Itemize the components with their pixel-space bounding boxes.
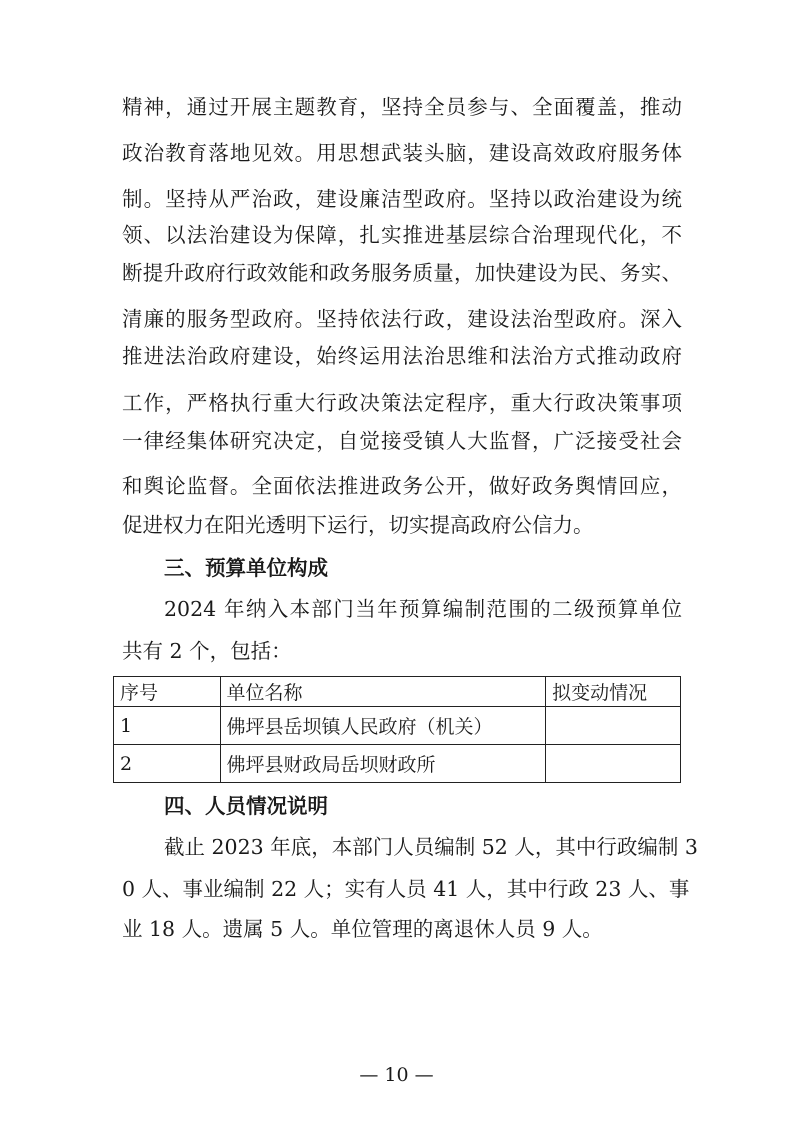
paragraph-line: 截止 2023 年底，本部门人员编制 52 人，其中行政编制 3	[164, 835, 698, 859]
table-row	[114, 745, 681, 783]
table-cell: 佛坪县财政局岳坝财政所	[220, 745, 546, 783]
paragraph-line: 促进权力在阳光透明下运行，切实提高政府公信力。	[122, 513, 594, 537]
paragraph-line: 和舆论监督。全面依法推进政务公开，做好政务舆情回应，	[122, 474, 682, 498]
paragraph-line: 0 人、事业编制 22 人；实有人员 41 人，其中行政 23 人、事	[122, 877, 690, 901]
paragraph-line: 制。坚持从严治政，建设廉洁型政府。坚持以政治建设为统	[122, 187, 682, 211]
paragraph-line: 工作，严格执行重大行政决策法定程序，重大行政决策事项	[122, 391, 682, 415]
table-cell: 2	[114, 745, 221, 783]
paragraph-line: 领、以法治建设为保障，扎实推进基层综合治理现代化，不	[122, 223, 682, 247]
paragraph-line: 清廉的服务型政府。坚持依法行政，建设法治型政府。深入	[122, 307, 682, 331]
paragraph-line: 一律经集体研究决定，自觉接受镇人大监督，广泛接受社会	[122, 429, 682, 453]
paragraph-line: 政治教育落地见效。用思想武装头脑，建设高效政府服务体	[122, 141, 682, 165]
paragraph-line: 业 18 人。遗属 5 人。单位管理的离退休人员 9 人。	[122, 917, 603, 941]
section-heading-staff: 四、人员情况说明	[164, 794, 328, 818]
budget-units-table	[113, 676, 681, 783]
paragraph-line: 共有 2 个，包括：	[122, 639, 292, 663]
table-cell	[546, 745, 681, 783]
section-heading-budget-units: 三、预算单位构成	[164, 556, 328, 580]
table-cell	[546, 707, 681, 745]
paragraph-line: 断提升政府行政效能和政务服务质量，加快建设为民、务实、	[122, 261, 682, 285]
paragraph-line: 精神，通过开展主题教育，坚持全员参与、全面覆盖，推动	[122, 95, 682, 119]
page-number: — 10 —	[359, 1064, 434, 1086]
table-cell: 佛坪县岳坝镇人民政府（机关）	[220, 707, 546, 745]
table-cell: 1	[114, 707, 221, 745]
table-header-cell: 拟变动情况	[546, 677, 681, 707]
table-header-cell: 序号	[114, 677, 221, 707]
table-header-row	[114, 677, 681, 707]
paragraph-line: 2024 年纳入本部门当年预算编制范围的二级预算单位	[164, 597, 682, 621]
paragraph-line: 推进法治政府建设，始终运用法治思维和法治方式推动政府	[122, 344, 682, 368]
table-header-cell: 单位名称	[220, 677, 546, 707]
table-row	[114, 707, 681, 745]
